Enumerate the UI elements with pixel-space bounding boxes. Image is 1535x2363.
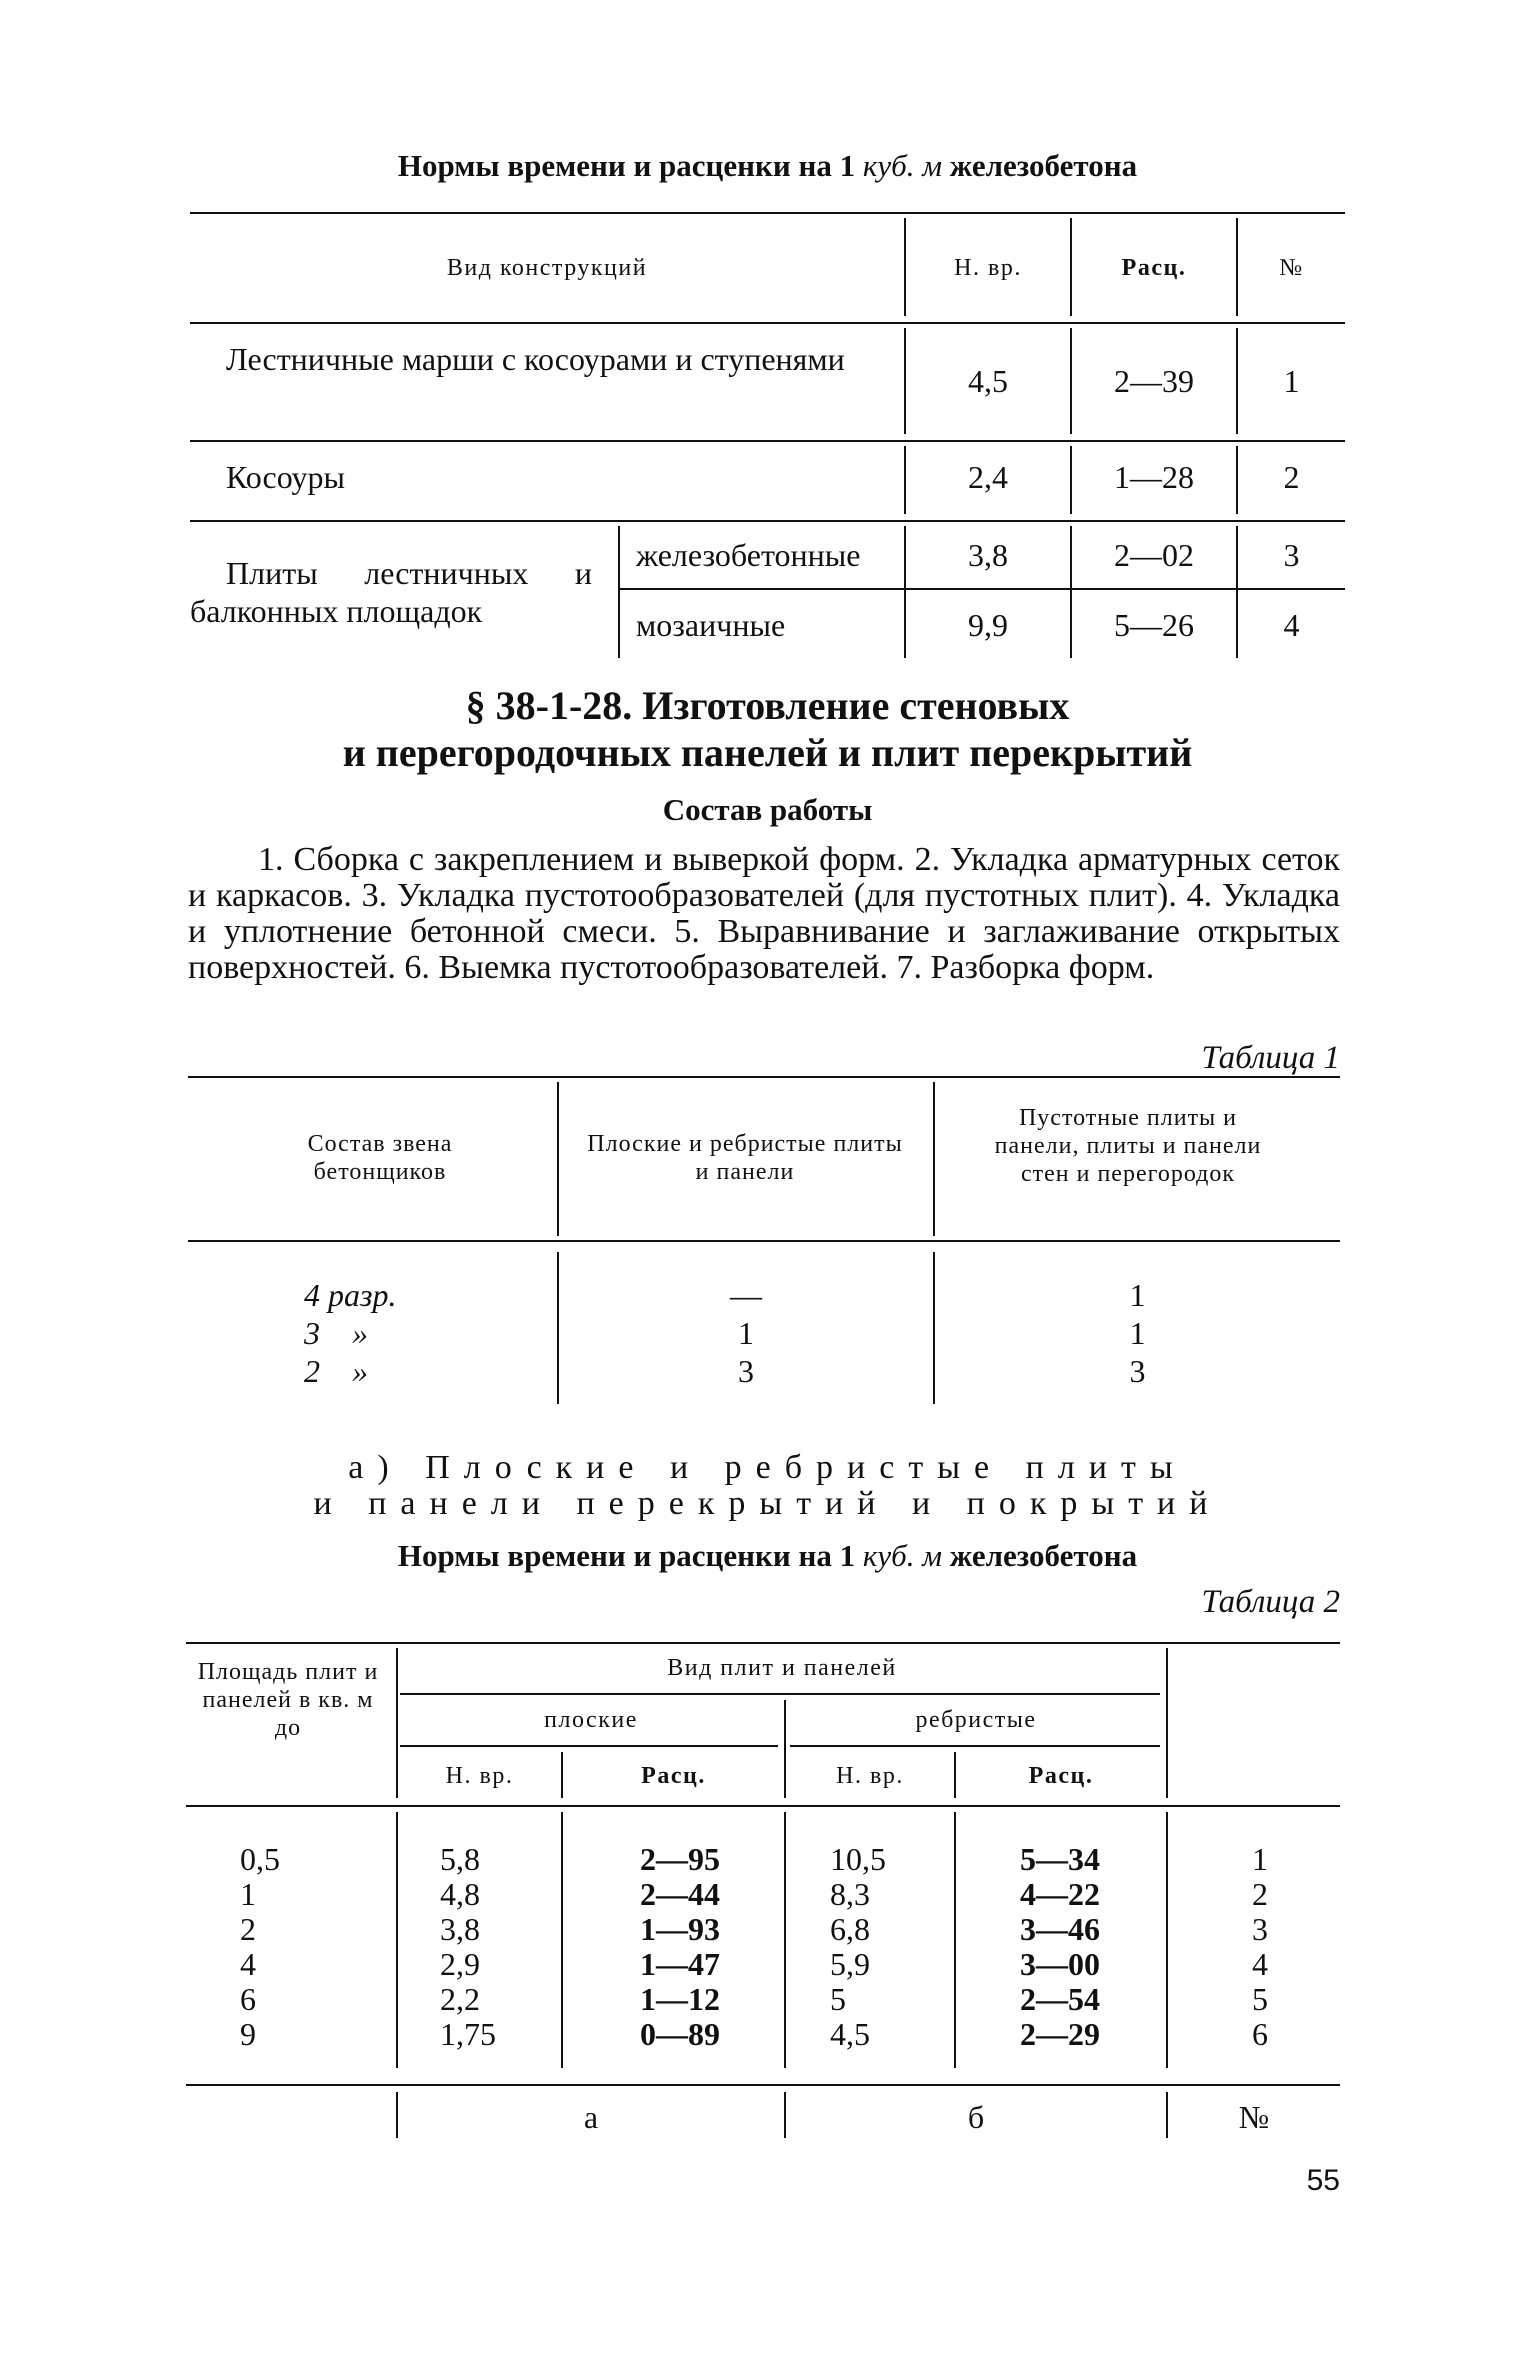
table2-header-rib-rasc: Расц. xyxy=(1028,1763,1094,1789)
table1-group-row1-nvr: 3,8 xyxy=(968,537,1008,573)
table1-row1-name: Лестничные марши с косоурами и ступенями xyxy=(226,341,845,377)
table1-group-sub1: железобетонные xyxy=(636,537,861,573)
page-number: 55 xyxy=(1306,2164,1340,2197)
crew-hollow-3: 1 xyxy=(1129,1315,1146,1351)
crew-header-flat: Плоские и ребристые плиты и панели xyxy=(587,1131,903,1185)
table1-header-nvr: Н. вр. xyxy=(954,255,1022,281)
table2-rib-nvr-column: 10,5 8,3 6,8 5,9 5 4,5 xyxy=(830,1841,886,2052)
subsection-line1: а) Плоские и ребристые плиты xyxy=(348,1449,1187,1486)
table1-row1-num: 1 xyxy=(1283,363,1300,399)
table2-flat-rasc-column: 2—95 2—44 1—93 1—47 1—12 0—89 xyxy=(640,1841,720,2052)
crew-hollow-2: 3 xyxy=(1129,1353,1146,1389)
table1-caption: Нормы времени и расценки на 1 куб. м железобетона xyxy=(397,148,1138,183)
table1-header-construction: Вид конструкций xyxy=(446,255,648,281)
table2-header-flat-nvr: Н. вр. xyxy=(445,1763,514,1789)
table1-group-sub2: мозаичные xyxy=(636,607,786,643)
table1-group-name: Плиты лестничных и балконных площадок xyxy=(190,555,592,629)
table1-row1-nvr: 4,5 xyxy=(968,363,1008,399)
table1-header-rasc: Расц. xyxy=(1121,255,1187,281)
section-paragraph: 1. Сборка с закреплением и выверкой форм. 2. Укладка арматурных сеток и каркасов. 3. Укладка пустотообразователей (для пустотных плит). 4. Укладка и уплотнение бетонной смеси. 5. Выравнивание и заглаживание открытых поверхностей. 6. Выемка пустотообразователей. 7. Разборка форм. xyxy=(188,841,1340,986)
table1-row1-rasc: 2—39 xyxy=(1114,363,1194,399)
crew-header-hollow: Пустотные плиты и панели, плиты и панели стен и перегородок xyxy=(994,1105,1262,1187)
table2-header-rib-nvr: Н. вр. xyxy=(836,1763,904,1789)
table2-footer-a: а xyxy=(583,2099,599,2135)
table1-group-row2-nvr: 9,9 xyxy=(968,607,1008,643)
table2-footer-num: № xyxy=(1238,2099,1270,2135)
subsection-line2: и панели перекрытий и покрытий xyxy=(313,1485,1222,1522)
table1-group-row1-rasc: 2—02 xyxy=(1114,537,1194,573)
table2-caption: Нормы времени и расценки на 1 куб. м железобетона xyxy=(397,1538,1138,1573)
table-crew-label: Таблица 1 xyxy=(1201,1040,1340,1076)
table2-label: Таблица 2 xyxy=(1201,1584,1340,1620)
crew-flat-3: 1 xyxy=(738,1315,754,1351)
table1-row2-name: Косоуры xyxy=(226,459,346,495)
table1-row2-nvr: 2,4 xyxy=(968,459,1008,495)
crew-header-composition: Состав звена бетонщиков xyxy=(307,1131,453,1185)
table2-flat-nvr-column: 5,8 4,8 3,8 2,9 2,2 1,75 xyxy=(440,1841,496,2052)
table1-group-row2-rasc: 5—26 xyxy=(1114,607,1194,643)
section-title-line1: § 38-1-28. Изготовление стеновых xyxy=(465,683,1070,728)
table2-area-column: 0,5 1 2 4 6 9 xyxy=(240,1841,280,2052)
table2-num-column: 1 2 3 4 5 6 xyxy=(1252,1841,1268,2052)
table1-row2-num: 2 xyxy=(1283,459,1300,495)
crew-grade-4: 4 разр. xyxy=(304,1277,397,1313)
section-subtitle: Состав работы xyxy=(662,792,873,827)
crew-grade-3: 3 » xyxy=(304,1315,368,1351)
table1-row2-rasc: 1—28 xyxy=(1114,459,1194,495)
section-title-line2: и перегородочных панелей и плит перекрытий xyxy=(342,730,1193,775)
table2-header-area: Площадь плит и панелей в кв. м до xyxy=(197,1659,379,1741)
table2-rib-rasc-column: 5—34 4—22 3—46 3—00 2—54 2—29 xyxy=(1020,1841,1100,2052)
table2-header-ribbed: ребристые xyxy=(915,1707,1037,1733)
table2-footer-b: б xyxy=(967,2099,985,2135)
crew-hollow-4: 1 xyxy=(1129,1277,1146,1313)
table1-header-num: № xyxy=(1279,255,1304,281)
table2-header-flat-rasc: Расц. xyxy=(641,1763,706,1789)
crew-flat-4: — xyxy=(730,1277,762,1313)
table1-group-row1-num: 3 xyxy=(1283,537,1300,573)
table2-header-flat: плоские xyxy=(544,1707,638,1733)
table1-group-row2-num: 4 xyxy=(1283,607,1300,643)
crew-flat-2: 3 xyxy=(738,1353,754,1389)
table2-header-group: Вид плит и панелей xyxy=(667,1655,897,1681)
crew-grade-2: 2 » xyxy=(304,1353,368,1389)
